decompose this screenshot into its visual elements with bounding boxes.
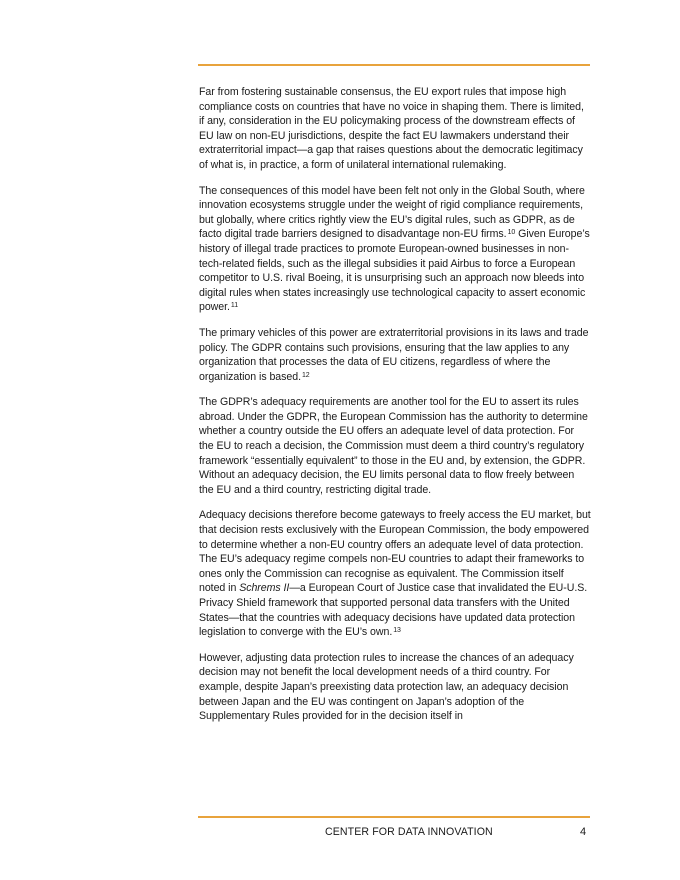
paragraph [199, 651, 591, 724]
paragraph-text: Adequacy decisions therefore become gateways to freely access the EU market, but that decision rests exclusively with the European Commission, the body empowered to determine whether a non-EU country offers an adequate level of data protection. The EU’s adequacy regime compels non-EU countries to adapt their frameworks to ones only the Commission can recognise as equivalent. The Commission itself noted in [199, 509, 591, 595]
paragraph-text: Far from fostering sustainable consensus, the EU export rules that impose high compliance costs on countries that have no voice in shaping them. There is limited, if any, consideration in the EU policymaking process of the downstream effects of EU law on non-EU jurisdictions, despite the fact EU lawmakers understand their extraterritorial impact—a gap that raises questions about the democratic legitimacy of what is, in practice, a form of unilateral international rulemaking. [199, 86, 584, 171]
footnote-ref-10[interactable]: 10 [507, 229, 516, 237]
footnote-ref-11[interactable]: 11 [230, 302, 239, 310]
paragraph [199, 85, 591, 173]
body-text [199, 85, 591, 735]
footnote-ref-12[interactable]: 12 [301, 371, 310, 379]
paragraph [199, 508, 591, 639]
paragraph-text: —a European Court of Justice case that invalidated the EU-U.S. Privacy Shield framework that supported personal data transfers with the United States—that the countries with adequacy decisions have updated data protection legislation to converge with the EU’s own. [199, 582, 588, 639]
footnote-ref-13[interactable]: 13 [393, 627, 401, 635]
paragraph-text: The GDPR’s adequacy requirements are another tool for the EU to assert its rules abroad. Under the GDPR, the European Commission has the authority to determine whether a country outside the EU offers an adequate level of data protection. For the EU to reach a decision, the Commission must deem a third country’s regulatory framework “essentially equivalent” to those in the EU and, by extension, the GDPR. Without an adequacy decision, the EU limits personal data to flow freely between the EU and a third country, restricting digital trade. [199, 396, 588, 496]
footer-divider [198, 816, 590, 818]
case-name: Schrems II [239, 582, 290, 595]
page-number: 4 [580, 826, 587, 838]
paragraph-text: The consequences of this model have been felt not only in the Global South, where innovation ecosystems struggle under the weight of rigid compliance requirements, but globally, where critics rightly view the EU’s digital rules, such as GDPR, as de facto digital trade barriers designed to disadvantage non-EU firms. [199, 184, 585, 241]
paragraph-text: Given Europe’s history of illegal trade practices to promote European-owned businesses in non-tech-related fields, such as the illegal subsidies it paid Airbus to force a European competitor to U.S. rival Boeing, it is unsurprising such an approach now bleeds into digital rules when states increasingly use technological capacity to assert economic power. [199, 228, 590, 314]
header-divider [198, 64, 590, 66]
paragraph-text: The primary vehicles of this power are extraterritorial provisions in its laws and trade policy. The GDPR contains such provisions, ensuring that the law applies to any organization that processes the data of EU citizens, regardless of where the organization is based. [199, 326, 589, 383]
paragraph [199, 326, 591, 384]
paragraph [199, 184, 591, 315]
paragraph [199, 395, 591, 497]
footer-title: CENTER FOR DATA INNOVATION [325, 826, 493, 838]
paragraph-text: However, adjusting data protection rules to increase the chances of an adequacy decision may not benefit the local development needs of a third country. For example, despite Japan’s preexisting data protection law, an adequacy decision between Japan and the EU was contingent on Japan’s adoption of the Supplementary Rules provided for in the decision itself in [199, 651, 574, 723]
